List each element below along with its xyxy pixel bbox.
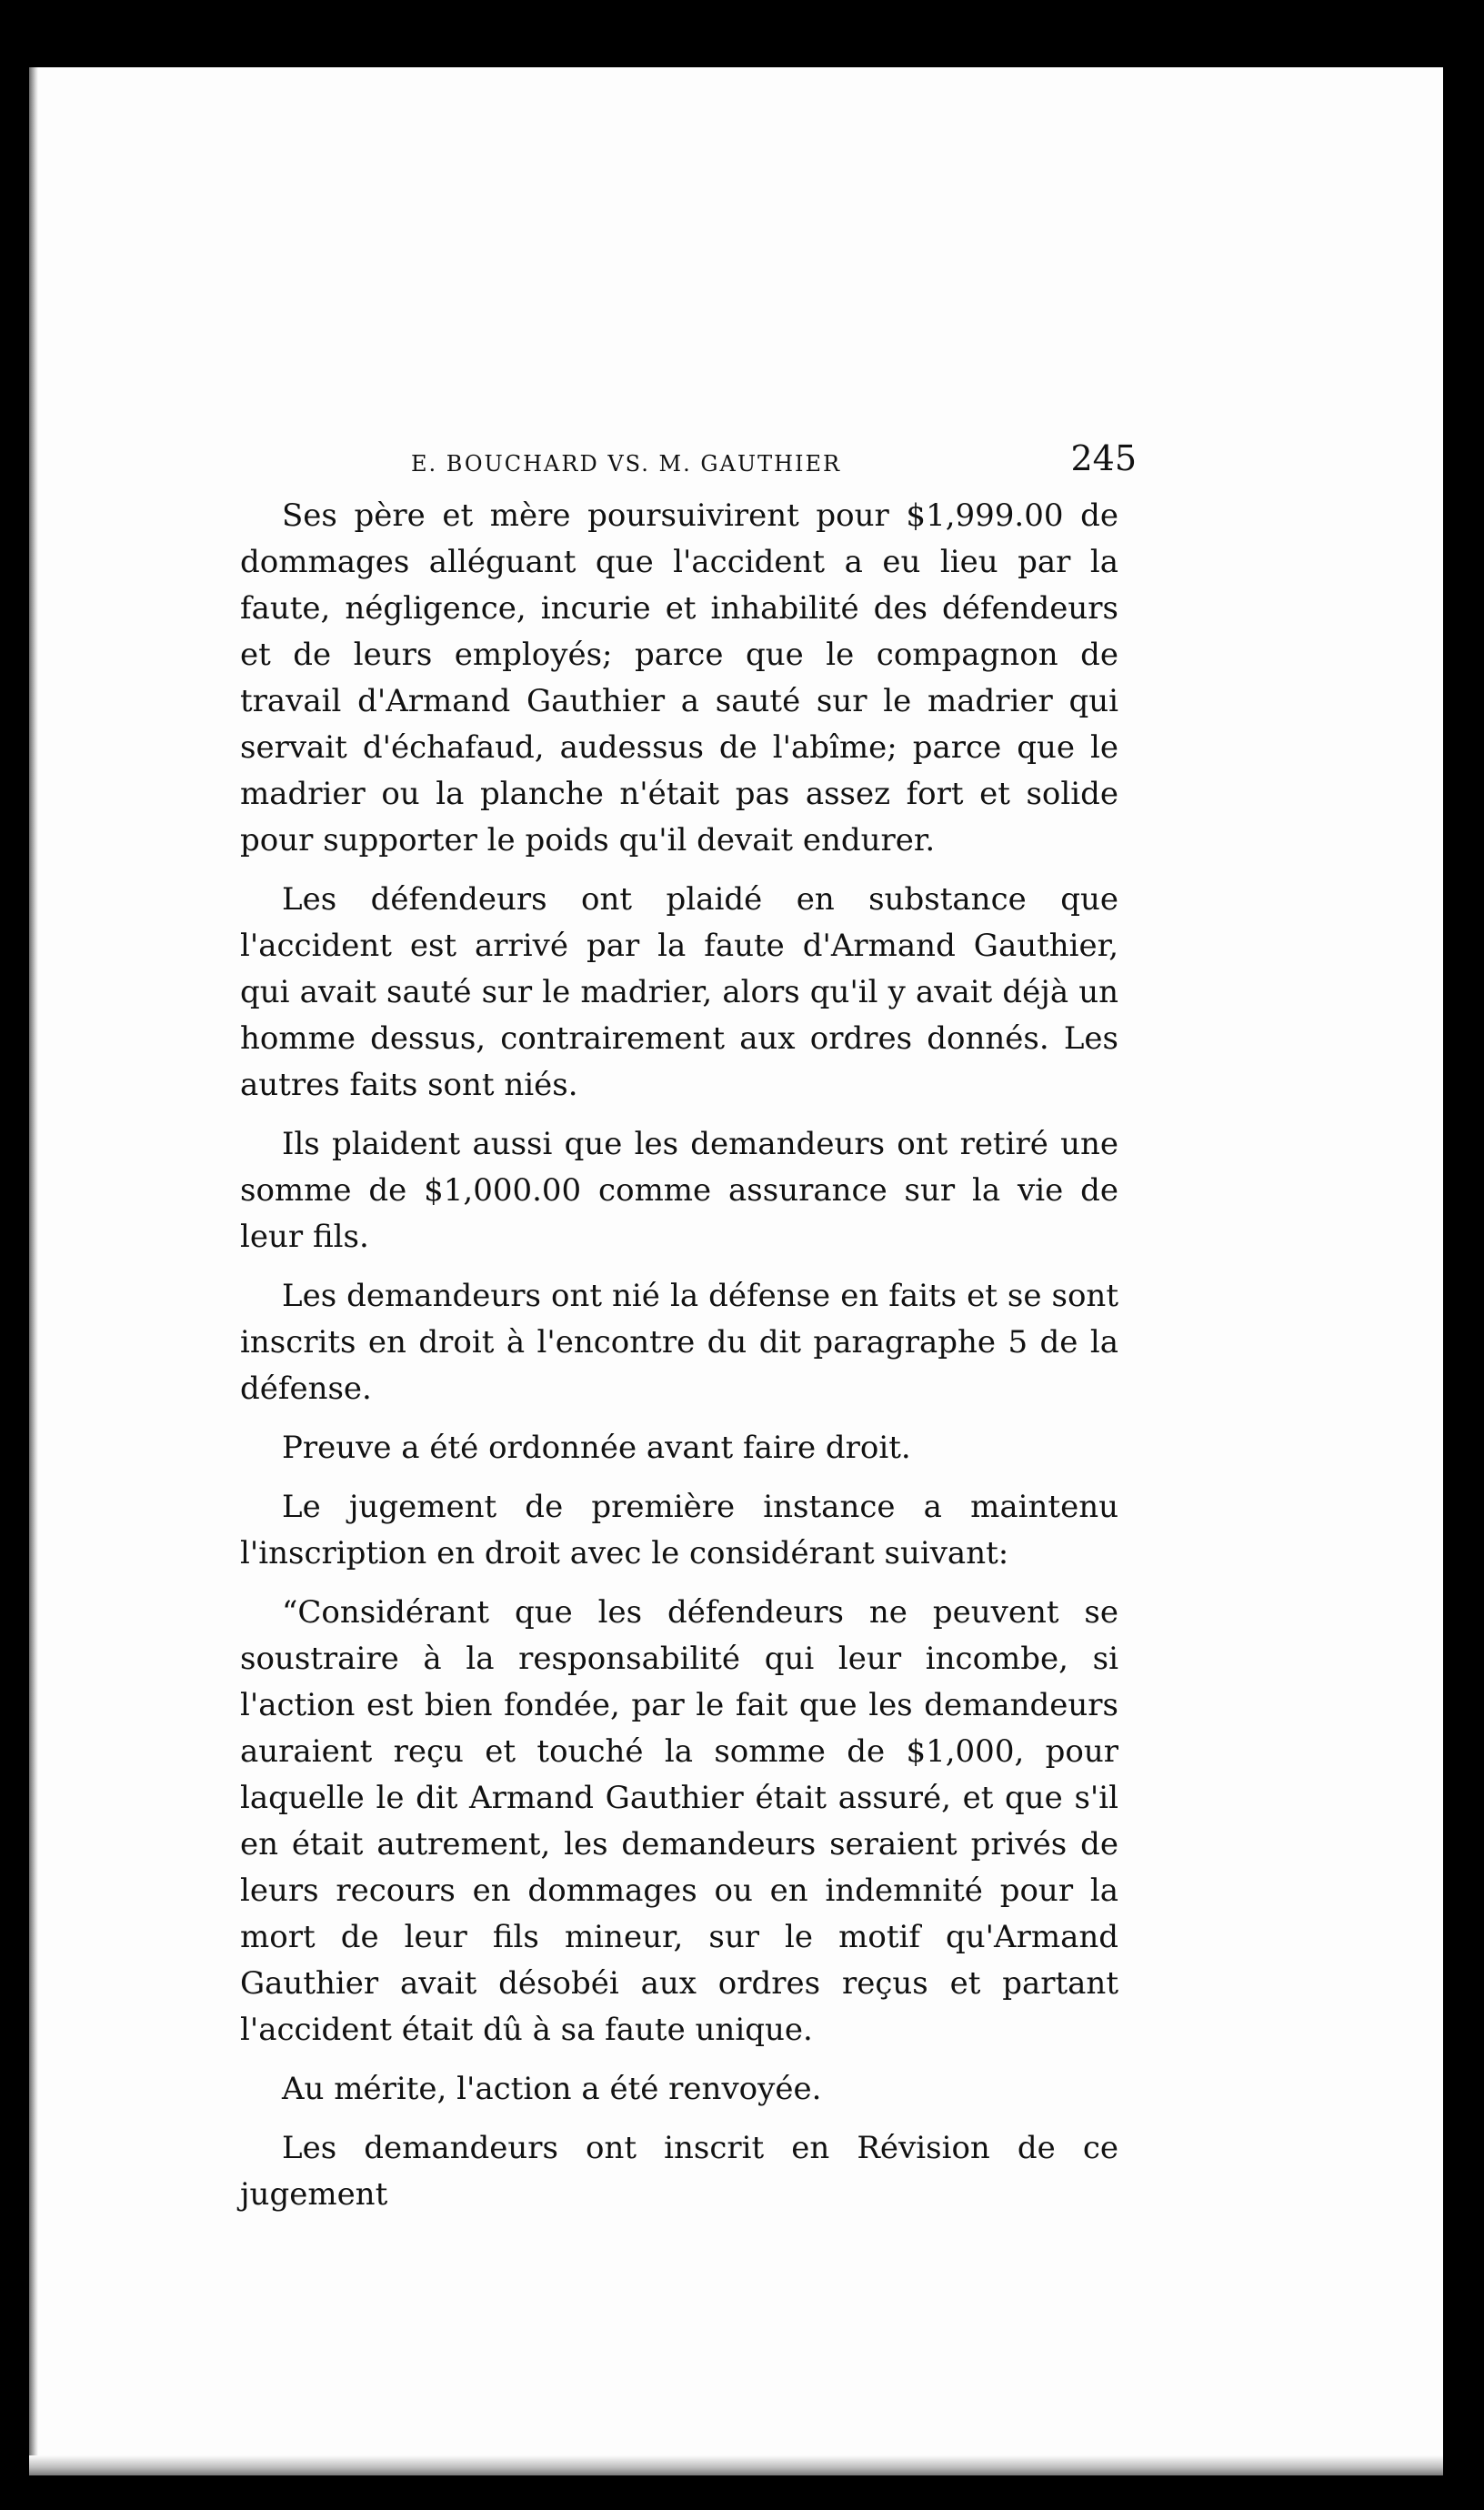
paragraph: Les défendeurs ont plaidé en substance que l'accident est arrivé par la faute d'Armand Gauthier, qui avait sauté sur le madrier, alors qu'il y avait déjà un homme dessus, contrairement aux ordres donnés. Les autres faits sont niés. xyxy=(240,881,1118,1103)
paragraph: Preuve a été ordonnée avant faire droit. xyxy=(282,1430,911,1466)
paragraph: Les demandeurs ont inscrit en Révision de ce jugement xyxy=(240,2130,1118,2213)
paragraph: Ses père et mère poursuivirent pour $1,999.00 de dommages alléguant que l'accident a eu lieu par la faute, négligence, incurie et inhabilité des défendeurs et de leurs employés; parce que le compagnon de travail d'Armand Gauthier a sauté sur le madrier qui servait d'échafaud, audessus de l'abîme; parce que le madrier ou la planche n'était pas assez fort et solide pour supporter le poids qu'il devait endurer. xyxy=(240,497,1118,858)
running-head: E. BOUCHARD VS. M. GAUTHIER xyxy=(411,451,842,477)
paragraph: Les demandeurs ont nié la défense en faits et se sont inscrits en droit à l'encontre du dit paragraphe 5 de la défense. xyxy=(240,1278,1118,1407)
book-page xyxy=(29,67,1443,2475)
paragraph: Au mérite, l'action a été renvoyée. xyxy=(282,2071,822,2107)
body-text xyxy=(240,493,1118,2231)
page-bottom-edge xyxy=(29,2455,1443,2475)
paragraph: Le jugement de première instance a maintenu l'inscription en droit avec le considérant suivant: xyxy=(240,1489,1118,1571)
page-number: 245 xyxy=(1070,438,1137,478)
paragraph: Ils plaident aussi que les demandeurs ont retiré une somme de $1,000.00 comme assurance sur la vie de leur fils. xyxy=(240,1126,1118,1255)
paragraph: “Considérant que les défendeurs ne peuvent se soustraire à la responsabilité qui leur incombe, si l'action est bien fondée, par le fait que les demandeurs auraient reçu et touché la somme de $1,000, pour laquelle le dit Armand Gauthier était assuré, et que s'il en était autrement, les demandeurs seraient privés de leurs recours en dommages ou en indemnité pour la mort de leur fils mineur, sur le motif qu'Armand Gauthier avait désobéi aux ordres reçus et partant l'accident était dû à sa faute unique. xyxy=(240,1594,1118,2048)
page-left-edge xyxy=(29,67,38,2475)
